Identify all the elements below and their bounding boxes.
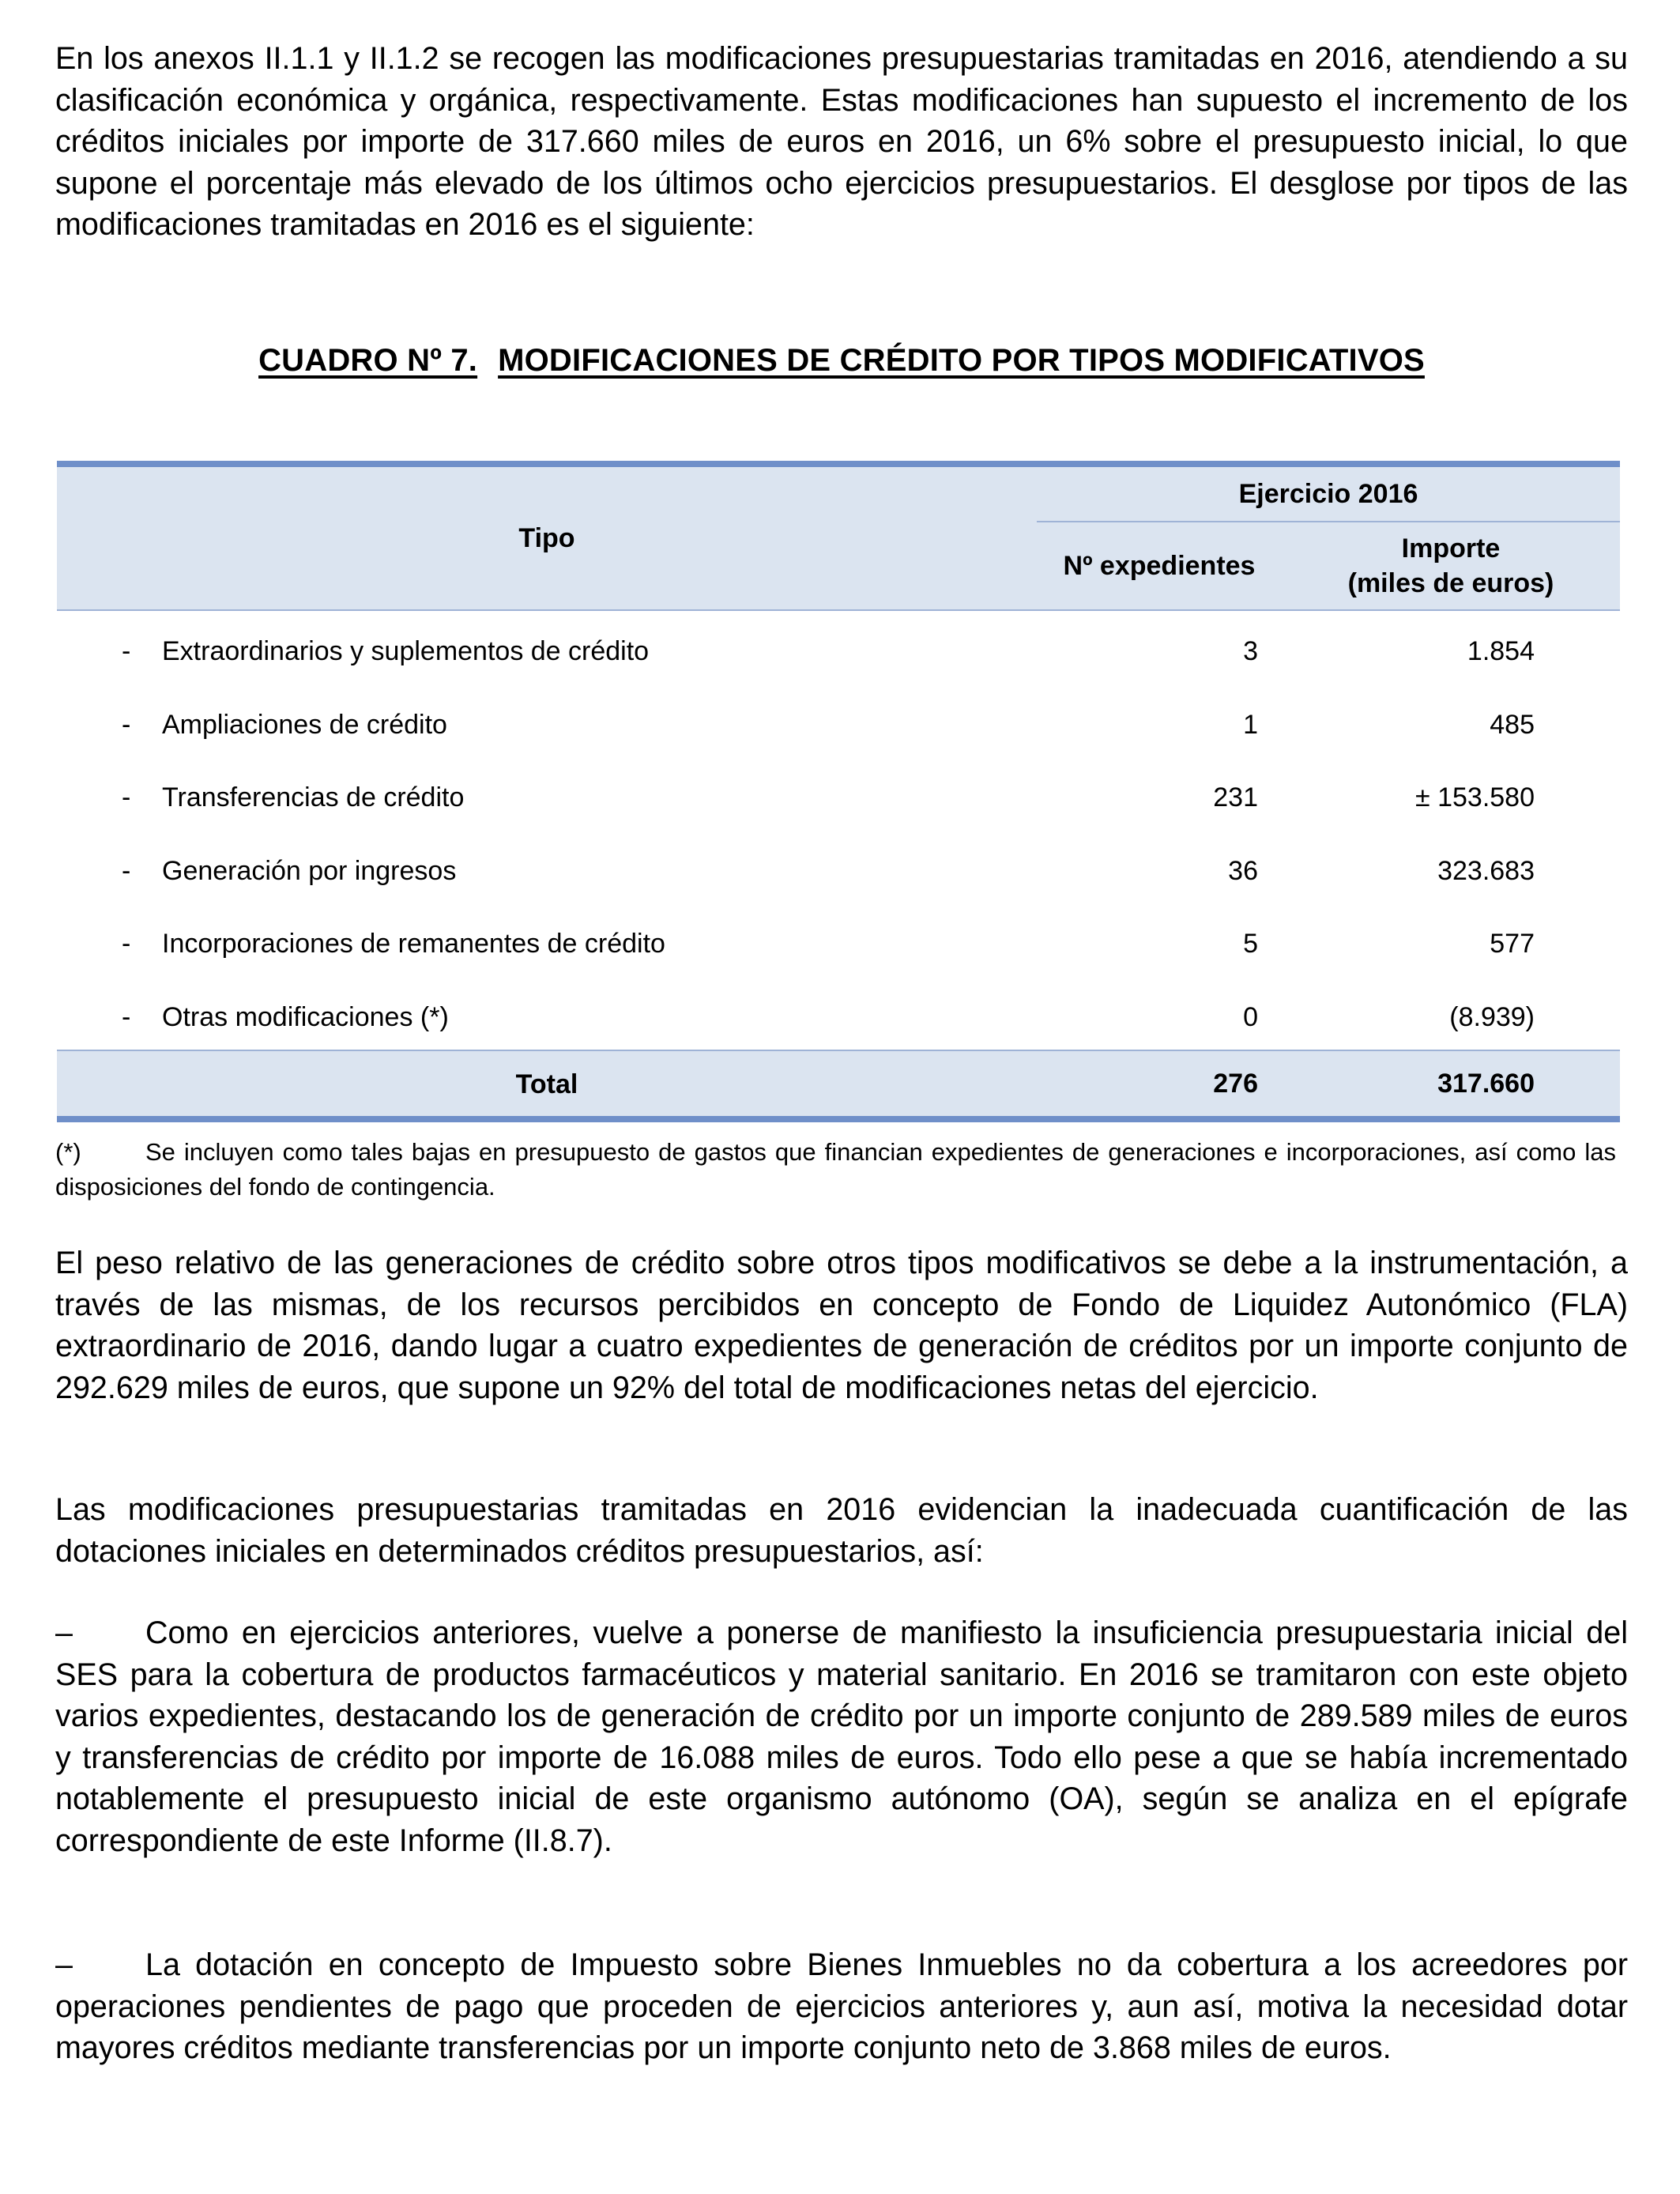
table-row	[57, 757, 1620, 831]
header-ejercicio: Ejercicio 2016	[1238, 478, 1418, 509]
table-row	[57, 977, 1620, 1050]
row-label: Transferencias de crédito	[162, 782, 465, 812]
bullet-ses	[55, 1612, 1628, 1861]
header-tipo: Tipo	[518, 522, 575, 553]
table-row	[57, 611, 1620, 684]
header-importe-line1: Importe	[1401, 533, 1501, 564]
row-label: Incorporaciones de remanentes de crédito	[162, 929, 665, 959]
bullet-text: Como en ejercicios anteriores, vuelve a ponerse de manifiesto la insuficiencia presupuestaria inicial del SES para la cobertura de productos farmacéuticos y material sanitario. En 2016 se tramitaron con este objeto varios expedientes, destacando los de generación de crédito por un importe conjunto de 289.589 miles de euros y transferencias de crédito por importe de 16.088 miles de euros. Todo ello pese a que se había incrementado notablemente el presupuesto inicial de este organismo autónomo (OA), según se analiza en el epígrafe correspondiente de este Informe (II.8.7).	[55, 1615, 1628, 1858]
row-importe: ± 153.580	[1414, 782, 1535, 812]
row-n-expedientes: 231	[1213, 782, 1258, 812]
bullet-ibi	[55, 1944, 1628, 2069]
row-importe: 577	[1490, 929, 1535, 959]
row-importe: 323.683	[1437, 855, 1535, 886]
row-dash: -	[122, 929, 131, 959]
table-row	[57, 831, 1620, 904]
row-dash: -	[122, 782, 131, 812]
row-label: Otras modificaciones (*)	[162, 1001, 449, 1032]
row-label: Ampliaciones de crédito	[162, 709, 447, 740]
row-importe: 485	[1490, 709, 1535, 740]
footnote-mark: (*)	[55, 1138, 81, 1166]
row-n-expedientes: 3	[1243, 636, 1258, 666]
table-row	[57, 903, 1620, 977]
table-title-number: CUADRO Nº 7.	[258, 343, 478, 378]
total-label: Total	[515, 1069, 578, 1099]
total-importe: 317.660	[1437, 1069, 1535, 1099]
table-row	[57, 684, 1620, 758]
document-page	[55, 38, 1628, 2065]
row-n-expedientes: 36	[1228, 855, 1258, 886]
header-n-expedientes: Nº expedientes	[1063, 550, 1256, 581]
table-body	[57, 611, 1620, 1050]
header-importe-line2: (miles de euros)	[1347, 568, 1554, 598]
row-dash: -	[122, 1001, 131, 1032]
bullet-text: La dotación en concepto de Impuesto sobre Bienes Inmuebles no da cobertura a los acreedores por operaciones pendientes de pago que proceden de ejercicios anteriores y, aun así, motiva la necesidad dotar mayores créditos mediante transferencias por un importe conjunto neto de 3.868 miles de euros.	[55, 1947, 1628, 2065]
table-top-border	[57, 461, 1620, 467]
intro-paragraph: En los anexos II.1.1 y II.1.2 se recogen las modificaciones presupuestarias tramitadas en 2016, atendiendo a su clasificación económica y orgánica, respectivamente. Estas modificaciones han supuesto el incremento de los créditos iniciales por importe de 317.660 miles de euros en 2016, un 6% sobre el presupuesto inicial, lo que supone el porcentaje más elevado de los últimos ocho ejercicios presupuestarios. El desglose por tipos de las modificaciones tramitadas en 2016 es el siguiente:	[55, 41, 1628, 242]
row-n-expedientes: 5	[1243, 929, 1258, 959]
evidence-paragraph: Las modificaciones presupuestarias tramitadas en 2016 evidencian la inadecuada cuantificación de las dotaciones iniciales en determinados créditos presupuestarios, así:	[55, 1492, 1628, 1569]
row-label: Generación por ingresos	[162, 855, 457, 886]
row-dash: -	[122, 855, 131, 886]
table-header	[57, 467, 1620, 609]
header-importe	[1282, 522, 1620, 609]
row-dash: -	[122, 709, 131, 740]
footnote-text: Se incluyen como tales bajas en presupuesto de gastos que financian expedientes de generaciones e incorporaciones, así como las disposiciones del fondo de contingencia.	[55, 1138, 1616, 1201]
table-footnote	[55, 1135, 1616, 1204]
bullet-dash: –	[55, 1615, 73, 1650]
table-title-text: MODIFICACIONES DE CRÉDITO POR TIPOS MODIFICATIVOS	[498, 343, 1425, 378]
row-n-expedientes: 1	[1243, 709, 1258, 740]
table-bottom-border	[57, 1116, 1620, 1122]
row-importe: (8.939)	[1449, 1001, 1535, 1032]
bullet-dash: –	[55, 1947, 73, 1982]
row-importe: 1.854	[1467, 636, 1535, 666]
row-n-expedientes: 0	[1243, 1001, 1258, 1032]
row-dash: -	[122, 636, 131, 666]
total-n-expedientes: 276	[1213, 1069, 1258, 1099]
row-label: Extraordinarios y suplementos de crédito	[162, 636, 650, 666]
table-total-row	[57, 1050, 1620, 1118]
table-title	[55, 343, 1628, 379]
fla-paragraph: El peso relativo de las generaciones de crédito sobre otros tipos modificativos se debe a la instrumentación, a través de las mismas, de los recursos percibidos en concepto de Fondo de Liquidez Autonómico (FLA) extraordinario de 2016, dando lugar a cuatro expedientes de generación de créditos por un importe conjunto de 292.629 miles de euros, que supone un 92% del total de modificaciones netas del ejercicio.	[55, 1246, 1628, 1405]
